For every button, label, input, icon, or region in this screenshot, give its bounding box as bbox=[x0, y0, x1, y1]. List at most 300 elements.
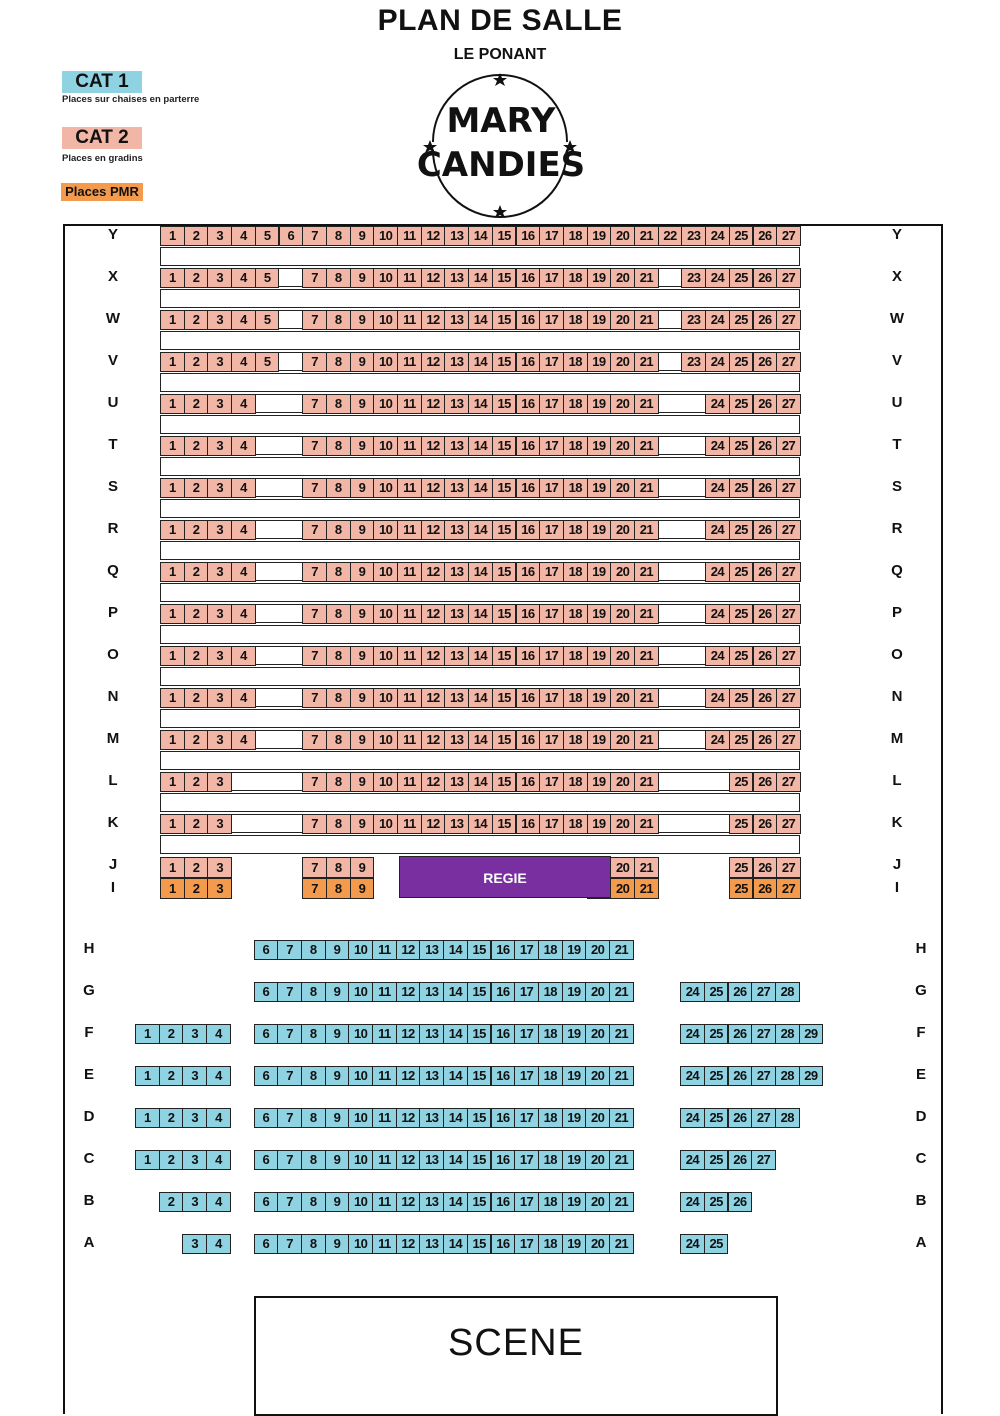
seat-L-9[interactable]: 9 bbox=[350, 772, 375, 792]
seat-X-14[interactable]: 14 bbox=[468, 268, 493, 288]
seat-M-21[interactable]: 21 bbox=[634, 730, 659, 750]
seat-F-26[interactable]: 26 bbox=[728, 1024, 753, 1044]
seat-W-20[interactable]: 20 bbox=[610, 310, 635, 330]
seat-F-8[interactable]: 8 bbox=[301, 1024, 326, 1044]
seat-D-27[interactable]: 27 bbox=[751, 1108, 776, 1128]
seat-G-17[interactable]: 17 bbox=[514, 982, 539, 1002]
seat-I-25[interactable]: 25 bbox=[729, 878, 754, 899]
seat-Q-8[interactable]: 8 bbox=[326, 562, 351, 582]
seat-O-21[interactable]: 21 bbox=[634, 646, 659, 666]
seat-Q-20[interactable]: 20 bbox=[610, 562, 635, 582]
seat-E-28[interactable]: 28 bbox=[775, 1066, 800, 1086]
seat-O-19[interactable]: 19 bbox=[587, 646, 612, 666]
seat-D-24[interactable]: 24 bbox=[680, 1108, 705, 1128]
seat-G-21[interactable]: 21 bbox=[609, 982, 634, 1002]
seat-S-24[interactable]: 24 bbox=[705, 478, 730, 498]
seat-P-25[interactable]: 25 bbox=[729, 604, 754, 624]
seat-K-17[interactable]: 17 bbox=[539, 814, 564, 834]
seat-Q-2[interactable]: 2 bbox=[184, 562, 209, 582]
seat-W-17[interactable]: 17 bbox=[539, 310, 564, 330]
seat-G-7[interactable]: 7 bbox=[277, 982, 302, 1002]
seat-R-25[interactable]: 25 bbox=[729, 520, 754, 540]
seat-V-24[interactable]: 24 bbox=[705, 352, 730, 372]
seat-S-27[interactable]: 27 bbox=[776, 478, 801, 498]
seat-P-16[interactable]: 16 bbox=[516, 604, 541, 624]
seat-J-25[interactable]: 25 bbox=[729, 857, 754, 878]
seat-J-8[interactable]: 8 bbox=[326, 857, 351, 878]
seat-D-12[interactable]: 12 bbox=[396, 1108, 421, 1128]
seat-C-27[interactable]: 27 bbox=[751, 1150, 776, 1170]
seat-P-9[interactable]: 9 bbox=[350, 604, 375, 624]
seat-G-28[interactable]: 28 bbox=[775, 982, 800, 1002]
seat-V-13[interactable]: 13 bbox=[444, 352, 469, 372]
seat-T-12[interactable]: 12 bbox=[421, 436, 446, 456]
seat-P-10[interactable]: 10 bbox=[373, 604, 398, 624]
seat-L-19[interactable]: 19 bbox=[587, 772, 612, 792]
seat-L-14[interactable]: 14 bbox=[468, 772, 493, 792]
seat-G-10[interactable]: 10 bbox=[348, 982, 373, 1002]
seat-K-1[interactable]: 1 bbox=[160, 814, 185, 834]
seat-X-12[interactable]: 12 bbox=[421, 268, 446, 288]
seat-D-19[interactable]: 19 bbox=[562, 1108, 587, 1128]
seat-B-2[interactable]: 2 bbox=[159, 1192, 184, 1212]
seat-B-11[interactable]: 11 bbox=[372, 1192, 397, 1212]
seat-X-24[interactable]: 24 bbox=[705, 268, 730, 288]
seat-N-12[interactable]: 12 bbox=[421, 688, 446, 708]
seat-A-13[interactable]: 13 bbox=[419, 1234, 444, 1254]
seat-Y-3[interactable]: 3 bbox=[207, 226, 232, 246]
seat-O-11[interactable]: 11 bbox=[397, 646, 422, 666]
seat-D-3[interactable]: 3 bbox=[182, 1108, 207, 1128]
seat-K-7[interactable]: 7 bbox=[302, 814, 327, 834]
seat-A-15[interactable]: 15 bbox=[467, 1234, 492, 1254]
seat-U-21[interactable]: 21 bbox=[634, 394, 659, 414]
seat-V-18[interactable]: 18 bbox=[563, 352, 588, 372]
seat-H-16[interactable]: 16 bbox=[491, 940, 516, 960]
seat-T-7[interactable]: 7 bbox=[302, 436, 327, 456]
seat-H-17[interactable]: 17 bbox=[514, 940, 539, 960]
seat-X-5[interactable]: 5 bbox=[255, 268, 280, 288]
seat-S-12[interactable]: 12 bbox=[421, 478, 446, 498]
seat-H-6[interactable]: 6 bbox=[254, 940, 279, 960]
seat-O-14[interactable]: 14 bbox=[468, 646, 493, 666]
seat-U-27[interactable]: 27 bbox=[776, 394, 801, 414]
seat-F-19[interactable]: 19 bbox=[562, 1024, 587, 1044]
seat-T-2[interactable]: 2 bbox=[184, 436, 209, 456]
seat-K-27[interactable]: 27 bbox=[776, 814, 801, 834]
seat-R-2[interactable]: 2 bbox=[184, 520, 209, 540]
seat-W-10[interactable]: 10 bbox=[373, 310, 398, 330]
seat-C-18[interactable]: 18 bbox=[538, 1150, 563, 1170]
seat-F-6[interactable]: 6 bbox=[254, 1024, 279, 1044]
seat-S-3[interactable]: 3 bbox=[207, 478, 232, 498]
seat-L-11[interactable]: 11 bbox=[397, 772, 422, 792]
seat-R-19[interactable]: 19 bbox=[587, 520, 612, 540]
seat-S-18[interactable]: 18 bbox=[563, 478, 588, 498]
seat-N-4[interactable]: 4 bbox=[231, 688, 256, 708]
seat-G-18[interactable]: 18 bbox=[538, 982, 563, 1002]
seat-A-16[interactable]: 16 bbox=[491, 1234, 516, 1254]
seat-H-14[interactable]: 14 bbox=[443, 940, 468, 960]
seat-E-20[interactable]: 20 bbox=[585, 1066, 610, 1086]
seat-Y-12[interactable]: 12 bbox=[421, 226, 446, 246]
seat-P-19[interactable]: 19 bbox=[587, 604, 612, 624]
seat-S-10[interactable]: 10 bbox=[373, 478, 398, 498]
seat-B-13[interactable]: 13 bbox=[419, 1192, 444, 1212]
seat-Q-27[interactable]: 27 bbox=[776, 562, 801, 582]
seat-X-8[interactable]: 8 bbox=[326, 268, 351, 288]
seat-K-14[interactable]: 14 bbox=[468, 814, 493, 834]
seat-B-4[interactable]: 4 bbox=[206, 1192, 231, 1212]
seat-R-16[interactable]: 16 bbox=[516, 520, 541, 540]
seat-F-7[interactable]: 7 bbox=[277, 1024, 302, 1044]
seat-Q-24[interactable]: 24 bbox=[705, 562, 730, 582]
seat-M-1[interactable]: 1 bbox=[160, 730, 185, 750]
seat-T-24[interactable]: 24 bbox=[705, 436, 730, 456]
seat-J-21[interactable]: 21 bbox=[634, 857, 659, 878]
seat-T-19[interactable]: 19 bbox=[587, 436, 612, 456]
seat-B-21[interactable]: 21 bbox=[609, 1192, 634, 1212]
seat-X-2[interactable]: 2 bbox=[184, 268, 209, 288]
seat-P-12[interactable]: 12 bbox=[421, 604, 446, 624]
seat-Y-26[interactable]: 26 bbox=[753, 226, 778, 246]
seat-F-29[interactable]: 29 bbox=[799, 1024, 824, 1044]
seat-L-12[interactable]: 12 bbox=[421, 772, 446, 792]
seat-Q-17[interactable]: 17 bbox=[539, 562, 564, 582]
seat-R-10[interactable]: 10 bbox=[373, 520, 398, 540]
seat-E-18[interactable]: 18 bbox=[538, 1066, 563, 1086]
seat-H-21[interactable]: 21 bbox=[609, 940, 634, 960]
seat-C-9[interactable]: 9 bbox=[325, 1150, 350, 1170]
seat-G-9[interactable]: 9 bbox=[325, 982, 350, 1002]
seat-F-2[interactable]: 2 bbox=[159, 1024, 184, 1044]
seat-K-9[interactable]: 9 bbox=[350, 814, 375, 834]
seat-A-8[interactable]: 8 bbox=[301, 1234, 326, 1254]
seat-U-19[interactable]: 19 bbox=[587, 394, 612, 414]
seat-L-7[interactable]: 7 bbox=[302, 772, 327, 792]
seat-U-10[interactable]: 10 bbox=[373, 394, 398, 414]
seat-T-16[interactable]: 16 bbox=[516, 436, 541, 456]
seat-M-24[interactable]: 24 bbox=[705, 730, 730, 750]
seat-V-11[interactable]: 11 bbox=[397, 352, 422, 372]
seat-X-25[interactable]: 25 bbox=[729, 268, 754, 288]
seat-F-27[interactable]: 27 bbox=[751, 1024, 776, 1044]
seat-U-17[interactable]: 17 bbox=[539, 394, 564, 414]
seat-D-25[interactable]: 25 bbox=[704, 1108, 729, 1128]
seat-X-27[interactable]: 27 bbox=[776, 268, 801, 288]
seat-V-5[interactable]: 5 bbox=[255, 352, 280, 372]
seat-C-16[interactable]: 16 bbox=[491, 1150, 516, 1170]
seat-Q-25[interactable]: 25 bbox=[729, 562, 754, 582]
seat-H-10[interactable]: 10 bbox=[348, 940, 373, 960]
seat-D-14[interactable]: 14 bbox=[443, 1108, 468, 1128]
seat-V-27[interactable]: 27 bbox=[776, 352, 801, 372]
seat-G-27[interactable]: 27 bbox=[751, 982, 776, 1002]
seat-D-1[interactable]: 1 bbox=[135, 1108, 160, 1128]
seat-F-13[interactable]: 13 bbox=[419, 1024, 444, 1044]
seat-D-9[interactable]: 9 bbox=[325, 1108, 350, 1128]
seat-L-2[interactable]: 2 bbox=[184, 772, 209, 792]
seat-P-13[interactable]: 13 bbox=[444, 604, 469, 624]
seat-Y-15[interactable]: 15 bbox=[492, 226, 517, 246]
seat-W-27[interactable]: 27 bbox=[776, 310, 801, 330]
seat-Y-6[interactable]: 6 bbox=[279, 226, 304, 246]
seat-T-27[interactable]: 27 bbox=[776, 436, 801, 456]
seat-R-13[interactable]: 13 bbox=[444, 520, 469, 540]
seat-E-6[interactable]: 6 bbox=[254, 1066, 279, 1086]
seat-B-7[interactable]: 7 bbox=[277, 1192, 302, 1212]
seat-Y-10[interactable]: 10 bbox=[373, 226, 398, 246]
seat-N-2[interactable]: 2 bbox=[184, 688, 209, 708]
seat-S-19[interactable]: 19 bbox=[587, 478, 612, 498]
seat-O-27[interactable]: 27 bbox=[776, 646, 801, 666]
seat-L-10[interactable]: 10 bbox=[373, 772, 398, 792]
seat-J-7[interactable]: 7 bbox=[302, 857, 327, 878]
seat-H-8[interactable]: 8 bbox=[301, 940, 326, 960]
seat-O-25[interactable]: 25 bbox=[729, 646, 754, 666]
seat-W-13[interactable]: 13 bbox=[444, 310, 469, 330]
seat-F-21[interactable]: 21 bbox=[609, 1024, 634, 1044]
seat-G-24[interactable]: 24 bbox=[680, 982, 705, 1002]
seat-K-25[interactable]: 25 bbox=[729, 814, 754, 834]
seat-O-8[interactable]: 8 bbox=[326, 646, 351, 666]
seat-F-18[interactable]: 18 bbox=[538, 1024, 563, 1044]
seat-V-21[interactable]: 21 bbox=[634, 352, 659, 372]
seat-W-14[interactable]: 14 bbox=[468, 310, 493, 330]
seat-S-17[interactable]: 17 bbox=[539, 478, 564, 498]
seat-J-3[interactable]: 3 bbox=[207, 857, 232, 878]
seat-A-6[interactable]: 6 bbox=[254, 1234, 279, 1254]
seat-Y-4[interactable]: 4 bbox=[231, 226, 256, 246]
seat-C-25[interactable]: 25 bbox=[704, 1150, 729, 1170]
seat-S-4[interactable]: 4 bbox=[231, 478, 256, 498]
seat-S-2[interactable]: 2 bbox=[184, 478, 209, 498]
seat-E-29[interactable]: 29 bbox=[799, 1066, 824, 1086]
seat-X-11[interactable]: 11 bbox=[397, 268, 422, 288]
seat-G-6[interactable]: 6 bbox=[254, 982, 279, 1002]
seat-I-27[interactable]: 27 bbox=[776, 878, 801, 899]
seat-Y-21[interactable]: 21 bbox=[634, 226, 659, 246]
seat-W-15[interactable]: 15 bbox=[492, 310, 517, 330]
seat-V-26[interactable]: 26 bbox=[753, 352, 778, 372]
seat-A-25[interactable]: 25 bbox=[704, 1234, 729, 1254]
seat-F-25[interactable]: 25 bbox=[704, 1024, 729, 1044]
seat-C-26[interactable]: 26 bbox=[728, 1150, 753, 1170]
seat-F-3[interactable]: 3 bbox=[182, 1024, 207, 1044]
seat-D-6[interactable]: 6 bbox=[254, 1108, 279, 1128]
seat-Y-18[interactable]: 18 bbox=[563, 226, 588, 246]
seat-P-20[interactable]: 20 bbox=[610, 604, 635, 624]
seat-V-14[interactable]: 14 bbox=[468, 352, 493, 372]
seat-W-9[interactable]: 9 bbox=[350, 310, 375, 330]
seat-P-24[interactable]: 24 bbox=[705, 604, 730, 624]
seat-H-11[interactable]: 11 bbox=[372, 940, 397, 960]
seat-V-8[interactable]: 8 bbox=[326, 352, 351, 372]
seat-O-9[interactable]: 9 bbox=[350, 646, 375, 666]
seat-M-19[interactable]: 19 bbox=[587, 730, 612, 750]
seat-G-15[interactable]: 15 bbox=[467, 982, 492, 1002]
seat-C-20[interactable]: 20 bbox=[585, 1150, 610, 1170]
seat-F-24[interactable]: 24 bbox=[680, 1024, 705, 1044]
seat-K-13[interactable]: 13 bbox=[444, 814, 469, 834]
seat-W-11[interactable]: 11 bbox=[397, 310, 422, 330]
seat-J-20[interactable]: 20 bbox=[610, 857, 635, 878]
seat-A-11[interactable]: 11 bbox=[372, 1234, 397, 1254]
seat-A-10[interactable]: 10 bbox=[348, 1234, 373, 1254]
seat-Q-11[interactable]: 11 bbox=[397, 562, 422, 582]
seat-E-15[interactable]: 15 bbox=[467, 1066, 492, 1086]
seat-R-8[interactable]: 8 bbox=[326, 520, 351, 540]
seat-B-6[interactable]: 6 bbox=[254, 1192, 279, 1212]
seat-H-12[interactable]: 12 bbox=[396, 940, 421, 960]
seat-B-9[interactable]: 9 bbox=[325, 1192, 350, 1212]
seat-X-1[interactable]: 1 bbox=[160, 268, 185, 288]
seat-E-2[interactable]: 2 bbox=[159, 1066, 184, 1086]
seat-L-21[interactable]: 21 bbox=[634, 772, 659, 792]
seat-V-23[interactable]: 23 bbox=[681, 352, 706, 372]
seat-E-16[interactable]: 16 bbox=[491, 1066, 516, 1086]
seat-K-21[interactable]: 21 bbox=[634, 814, 659, 834]
seat-C-4[interactable]: 4 bbox=[206, 1150, 231, 1170]
seat-N-21[interactable]: 21 bbox=[634, 688, 659, 708]
seat-Q-9[interactable]: 9 bbox=[350, 562, 375, 582]
seat-O-16[interactable]: 16 bbox=[516, 646, 541, 666]
seat-S-25[interactable]: 25 bbox=[729, 478, 754, 498]
seat-M-11[interactable]: 11 bbox=[397, 730, 422, 750]
seat-W-2[interactable]: 2 bbox=[184, 310, 209, 330]
seat-Q-21[interactable]: 21 bbox=[634, 562, 659, 582]
seat-X-19[interactable]: 19 bbox=[587, 268, 612, 288]
seat-B-17[interactable]: 17 bbox=[514, 1192, 539, 1212]
seat-K-16[interactable]: 16 bbox=[516, 814, 541, 834]
seat-Q-3[interactable]: 3 bbox=[207, 562, 232, 582]
seat-N-10[interactable]: 10 bbox=[373, 688, 398, 708]
seat-L-20[interactable]: 20 bbox=[610, 772, 635, 792]
seat-M-13[interactable]: 13 bbox=[444, 730, 469, 750]
seat-A-20[interactable]: 20 bbox=[585, 1234, 610, 1254]
seat-M-27[interactable]: 27 bbox=[776, 730, 801, 750]
seat-D-10[interactable]: 10 bbox=[348, 1108, 373, 1128]
seat-B-25[interactable]: 25 bbox=[704, 1192, 729, 1212]
seat-D-17[interactable]: 17 bbox=[514, 1108, 539, 1128]
seat-J-2[interactable]: 2 bbox=[184, 857, 209, 878]
seat-B-19[interactable]: 19 bbox=[562, 1192, 587, 1212]
seat-U-14[interactable]: 14 bbox=[468, 394, 493, 414]
seat-O-2[interactable]: 2 bbox=[184, 646, 209, 666]
seat-O-3[interactable]: 3 bbox=[207, 646, 232, 666]
seat-S-16[interactable]: 16 bbox=[516, 478, 541, 498]
seat-R-15[interactable]: 15 bbox=[492, 520, 517, 540]
seat-Q-14[interactable]: 14 bbox=[468, 562, 493, 582]
seat-D-7[interactable]: 7 bbox=[277, 1108, 302, 1128]
seat-R-9[interactable]: 9 bbox=[350, 520, 375, 540]
seat-A-12[interactable]: 12 bbox=[396, 1234, 421, 1254]
seat-E-11[interactable]: 11 bbox=[372, 1066, 397, 1086]
seat-M-26[interactable]: 26 bbox=[753, 730, 778, 750]
seat-V-25[interactable]: 25 bbox=[729, 352, 754, 372]
seat-W-19[interactable]: 19 bbox=[587, 310, 612, 330]
seat-I-20[interactable]: 20 bbox=[610, 878, 635, 899]
seat-N-24[interactable]: 24 bbox=[705, 688, 730, 708]
seat-W-8[interactable]: 8 bbox=[326, 310, 351, 330]
seat-N-17[interactable]: 17 bbox=[539, 688, 564, 708]
seat-E-13[interactable]: 13 bbox=[419, 1066, 444, 1086]
seat-S-1[interactable]: 1 bbox=[160, 478, 185, 498]
seat-F-15[interactable]: 15 bbox=[467, 1024, 492, 1044]
seat-E-26[interactable]: 26 bbox=[728, 1066, 753, 1086]
seat-U-25[interactable]: 25 bbox=[729, 394, 754, 414]
seat-A-7[interactable]: 7 bbox=[277, 1234, 302, 1254]
seat-M-17[interactable]: 17 bbox=[539, 730, 564, 750]
seat-U-12[interactable]: 12 bbox=[421, 394, 446, 414]
seat-A-19[interactable]: 19 bbox=[562, 1234, 587, 1254]
seat-C-3[interactable]: 3 bbox=[182, 1150, 207, 1170]
seat-S-13[interactable]: 13 bbox=[444, 478, 469, 498]
seat-Y-20[interactable]: 20 bbox=[610, 226, 635, 246]
seat-F-20[interactable]: 20 bbox=[585, 1024, 610, 1044]
seat-V-1[interactable]: 1 bbox=[160, 352, 185, 372]
seat-W-16[interactable]: 16 bbox=[516, 310, 541, 330]
seat-H-20[interactable]: 20 bbox=[585, 940, 610, 960]
seat-S-11[interactable]: 11 bbox=[397, 478, 422, 498]
seat-B-12[interactable]: 12 bbox=[396, 1192, 421, 1212]
seat-O-24[interactable]: 24 bbox=[705, 646, 730, 666]
seat-X-23[interactable]: 23 bbox=[681, 268, 706, 288]
seat-T-9[interactable]: 9 bbox=[350, 436, 375, 456]
seat-K-3[interactable]: 3 bbox=[207, 814, 232, 834]
seat-B-26[interactable]: 26 bbox=[728, 1192, 753, 1212]
seat-P-8[interactable]: 8 bbox=[326, 604, 351, 624]
seat-C-2[interactable]: 2 bbox=[159, 1150, 184, 1170]
seat-L-26[interactable]: 26 bbox=[753, 772, 778, 792]
seat-H-9[interactable]: 9 bbox=[325, 940, 350, 960]
seat-Q-10[interactable]: 10 bbox=[373, 562, 398, 582]
seat-X-7[interactable]: 7 bbox=[302, 268, 327, 288]
seat-M-7[interactable]: 7 bbox=[302, 730, 327, 750]
seat-D-28[interactable]: 28 bbox=[775, 1108, 800, 1128]
seat-T-4[interactable]: 4 bbox=[231, 436, 256, 456]
seat-Q-1[interactable]: 1 bbox=[160, 562, 185, 582]
seat-V-20[interactable]: 20 bbox=[610, 352, 635, 372]
seat-Y-16[interactable]: 16 bbox=[516, 226, 541, 246]
seat-W-3[interactable]: 3 bbox=[207, 310, 232, 330]
seat-Y-25[interactable]: 25 bbox=[729, 226, 754, 246]
seat-W-1[interactable]: 1 bbox=[160, 310, 185, 330]
seat-U-16[interactable]: 16 bbox=[516, 394, 541, 414]
seat-R-4[interactable]: 4 bbox=[231, 520, 256, 540]
seat-F-17[interactable]: 17 bbox=[514, 1024, 539, 1044]
seat-R-20[interactable]: 20 bbox=[610, 520, 635, 540]
seat-P-14[interactable]: 14 bbox=[468, 604, 493, 624]
seat-V-3[interactable]: 3 bbox=[207, 352, 232, 372]
seat-C-10[interactable]: 10 bbox=[348, 1150, 373, 1170]
seat-O-10[interactable]: 10 bbox=[373, 646, 398, 666]
seat-U-18[interactable]: 18 bbox=[563, 394, 588, 414]
seat-J-9[interactable]: 9 bbox=[350, 857, 375, 878]
seat-T-26[interactable]: 26 bbox=[753, 436, 778, 456]
seat-A-24[interactable]: 24 bbox=[680, 1234, 705, 1254]
seat-M-4[interactable]: 4 bbox=[231, 730, 256, 750]
seat-E-1[interactable]: 1 bbox=[135, 1066, 160, 1086]
seat-G-13[interactable]: 13 bbox=[419, 982, 444, 1002]
seat-T-11[interactable]: 11 bbox=[397, 436, 422, 456]
seat-H-13[interactable]: 13 bbox=[419, 940, 444, 960]
seat-P-27[interactable]: 27 bbox=[776, 604, 801, 624]
seat-J-26[interactable]: 26 bbox=[753, 857, 778, 878]
seat-Q-13[interactable]: 13 bbox=[444, 562, 469, 582]
seat-R-24[interactable]: 24 bbox=[705, 520, 730, 540]
seat-L-16[interactable]: 16 bbox=[516, 772, 541, 792]
